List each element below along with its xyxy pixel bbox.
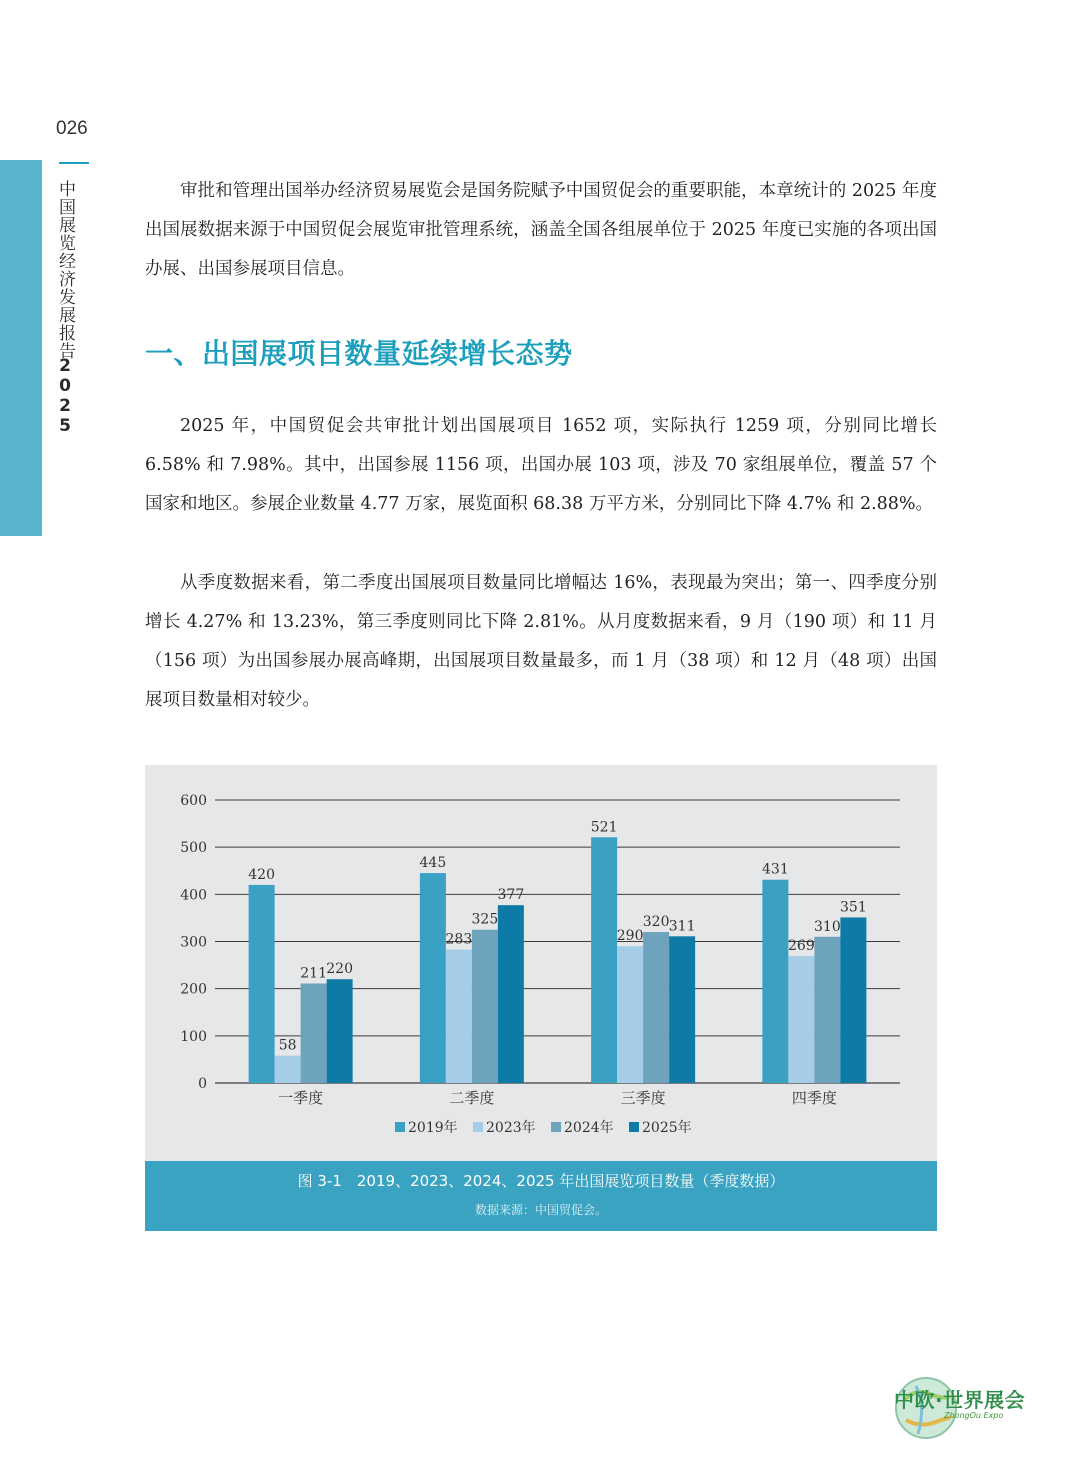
y-tick-label: 0: [198, 1076, 207, 1092]
logo-text: 中欧·世界展会: [894, 1388, 1026, 1412]
bar: [275, 1056, 301, 1083]
running-year: 2025: [55, 356, 75, 436]
bar: [249, 885, 275, 1083]
y-tick-label: 600: [180, 793, 207, 809]
bar: [669, 936, 695, 1083]
data-label: 445: [419, 855, 447, 872]
chart-area: [145, 765, 937, 1161]
bar: [840, 917, 866, 1083]
logo-subtext: ZhongOu Expo: [944, 1411, 1004, 1420]
data-label: 377: [497, 887, 525, 904]
paragraph-quarterly: 从季度数据来看，第二季度出国展项目数量同比增幅达 16%，表现最为突出；第一、四季度分别增长 4.27% 和 13.23%，第三季度则同比下降 2.81%。从月度数据来看，9 月（190 项）和 11 月（156 项）为出国参展办展高峰期，出国展项目数量最多，而 1 月（38 项）和 12 月（48 项）出国展项目数量相对较少。: [145, 573, 937, 710]
legend-label: 2025年: [642, 1120, 692, 1136]
section-heading: 一、出国展项目数量延续增长态势: [145, 337, 573, 370]
y-tick-label: 200: [180, 981, 207, 998]
data-label: 521: [590, 819, 618, 836]
data-label: 58: [278, 1037, 297, 1054]
data-label: 420: [248, 866, 275, 883]
bar: [762, 880, 788, 1083]
figure-3-1: [145, 765, 937, 1231]
legend-swatch: [473, 1122, 483, 1132]
page-number: 026: [56, 118, 88, 139]
paragraph-intro: 审批和管理出国举办经济贸易展览会是国务院赋予中国贸促会的重要职能，本章统计的 2025 年度出国展数据来源于中国贸促会展览审批管理系统，涵盖全国各组展单位于 2025 年度已实施的各项出国办展、出国参展项目信息。: [145, 181, 937, 279]
bar: [591, 837, 617, 1083]
data-label: 431: [762, 861, 789, 878]
data-label: 325: [471, 911, 499, 928]
data-label: 351: [840, 899, 867, 916]
data-label: 311: [668, 918, 696, 935]
legend-label: 2024年: [564, 1120, 614, 1136]
bar: [327, 979, 353, 1083]
bar: [788, 956, 814, 1083]
x-tick-label: 四季度: [791, 1089, 837, 1107]
bar: [617, 946, 643, 1083]
y-tick-label: 500: [180, 840, 207, 857]
y-tick-label: 400: [180, 887, 207, 904]
data-label: 290: [616, 928, 644, 945]
x-tick-label: 三季度: [620, 1089, 666, 1107]
bar: [498, 905, 524, 1083]
y-tick-label: 300: [180, 934, 207, 951]
bar: [420, 873, 446, 1083]
x-tick-label: 二季度: [449, 1089, 495, 1107]
side-color-band: [0, 160, 42, 536]
bar: [814, 937, 840, 1083]
caption-band: [145, 1161, 937, 1231]
data-label: 320: [642, 914, 670, 931]
bar: [643, 932, 669, 1083]
legend-swatch: [551, 1122, 561, 1132]
bar: [301, 983, 327, 1083]
bar: [446, 950, 472, 1083]
legend-swatch: [629, 1122, 639, 1132]
data-label: 310: [814, 918, 841, 935]
data-label: 220: [326, 961, 353, 978]
figure-caption: 图 3-1 2019、2023、2024、2025 年出国展览项目数量（季度数据）: [297, 1172, 785, 1190]
legend-label: 2023年: [486, 1120, 536, 1136]
bar: [472, 930, 498, 1083]
header-rule: [59, 162, 89, 164]
figure-source: 数据来源：中国贸促会。: [474, 1203, 607, 1217]
running-title: 中国展览经济发展报告: [55, 180, 75, 360]
data-label: 211: [300, 965, 327, 982]
legend-label: 2019年: [408, 1120, 458, 1136]
data-label: 283: [445, 931, 473, 948]
x-tick-label: 一季度: [278, 1089, 324, 1107]
data-label: 269: [788, 938, 815, 955]
legend-swatch: [395, 1122, 405, 1132]
bar-chart: [145, 765, 937, 1161]
paragraph-summary: 2025 年，中国贸促会共审批计划出国展项目 1652 项，实际执行 1259 项，分别同比增长 6.58% 和 7.98%。其中，出国参展 1156 项，出国办展 103 项，涉及 70 家组展单位，覆盖 57 个国家和地区。参展企业数量 4.77 万家，展览面积 68.38 万平方米，分别同比下降 4.7% 和 2.88%。: [145, 416, 937, 514]
expo-logo: [886, 1366, 1046, 1448]
y-tick-label: 100: [180, 1028, 207, 1045]
